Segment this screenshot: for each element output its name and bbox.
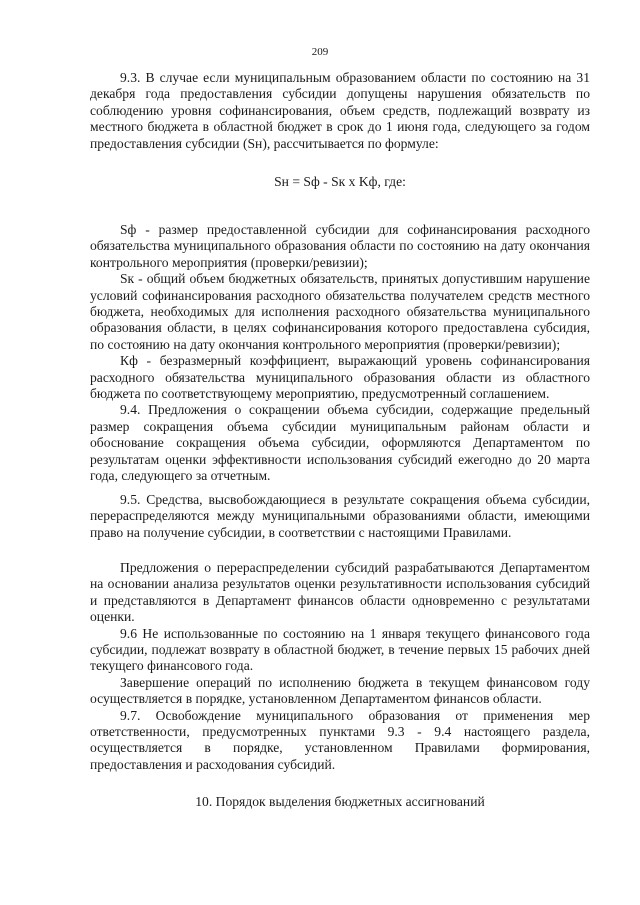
paragraph-9-6: 9.6 Не использованные по состоянию на 1 января текущего финансового года субсидии, подлежат возврату в областной бюджет, в течение первых 15 рабочих дней текущего финансового года.: [90, 625, 590, 674]
definitions-block: [90, 222, 590, 485]
redistribution-block: [90, 560, 590, 773]
paragraph-9-5: 9.5. Средства, высвобождающиеся в результате сокращения объема субсидии, перераспределяются между муниципальными образованиями области, имеющими право на получение субсидии, в соответствии с настоящими Правилами.: [90, 492, 590, 540]
paragraph-completion: Завершение операций по исполнению бюджета в текущем финансовом году осуществляется в порядке, установленном Департаментом финансов области.: [90, 674, 590, 707]
paragraph-9-5-block: [90, 492, 590, 541]
page-number: 209: [311, 46, 329, 58]
formula-block: [90, 174, 590, 190]
section-heading-block: [90, 794, 590, 810]
definition-sk: Sк - общий объем бюджетных обязательств, принятых допустившим нарушение условий софинансирования расходного обязательства получателем средств местного бюджета, необходимых для исполнения расходного обязательства муниципального образования области, в целях софинансирования которого предоставлена субсидия, по состоянию на дату окончания контрольного мероприятия (проверки/ревизии);: [90, 271, 590, 352]
paragraph-9-4: 9.4. Предложения о сокращении объема субсидии, содержащие предельный размер сокращения объема субсидии муниципальным районам области и обоснование сокращения объема субсидии, оформляются Департаментом по результатам оценки эффективности использования субсидий ежегодно до 20 марта года, следующего за отчетным.: [90, 402, 590, 484]
paragraph-redistribution: Предложения о перераспределении субсидий разрабатываются Департаментом на основании анализа результатов оценки результативности использования субсидий и представляются в Департамент финансов области одновременно с результатами оценки.: [90, 560, 590, 625]
paragraph-9-3: 9.3. В случае если муниципальным образованием области по состоянию на 31 декабря года предоставления субсидии допущены нарушения обязательств по соблюдению уровня софинансирования, объем средств, подлежащий возврату из местного бюджета в областной бюджет в срок до 1 июня года, следующего за годом предоставления субсидии (Sн), рассчитывается по формуле:: [90, 70, 590, 151]
definition-sf: Sф - размер предоставленной субсидии для софинансирования расходного обязательства муниципального образования области по состоянию на дату окончания контрольного мероприятия (проверки/ревизии);: [90, 222, 590, 270]
definition-kf: Кф - безразмерный коэффициент, выражающий уровень софинансирования расходного обязательства муниципального образования области из областного бюджета по соответствующему мероприятию, предусмотренный соглашением.: [90, 353, 590, 402]
paragraph-9-7: 9.7. Освобождение муниципального образования от применения мер ответственности, предусмотренных пунктами 9.3 - 9.4 настоящего раздела, осуществляется в порядке, установленном Правилами формирования, предоставления и расходования субсидий.: [90, 707, 590, 772]
section-heading: 10. Порядок выделения бюджетных ассигнований: [195, 794, 485, 809]
paragraph-9-3-block: [90, 70, 590, 152]
formula: Sн = Sф - Sк x Kф, где:: [274, 174, 406, 189]
